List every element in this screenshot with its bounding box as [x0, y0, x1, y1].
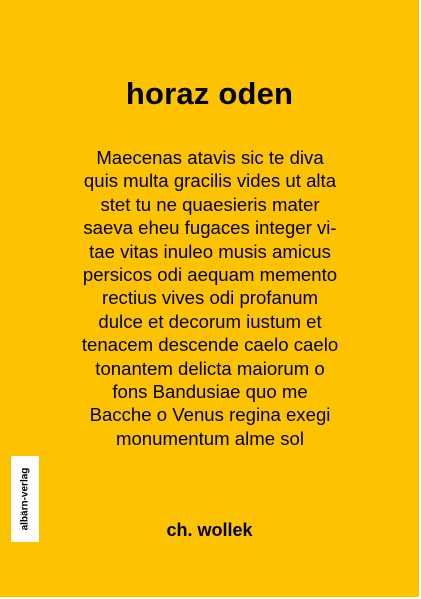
poem-line: stet tu ne quaesieris mater	[100, 193, 320, 215]
poem-line: persicos odi aequam memento	[82, 264, 338, 286]
poem-line: Bacche o Venus regina exegi	[89, 404, 331, 426]
publisher-name: albärn-verlag	[19, 467, 31, 531]
poem-line: rectius vives odi profanum	[102, 287, 318, 309]
poem-line: saeva eheu fugaces integer vi-	[83, 217, 337, 239]
author-name: ch. wollek	[166, 520, 253, 540]
poem-line: fons Bandusiae quo me	[112, 381, 308, 403]
book-title: horaz oden	[125, 76, 294, 111]
poem-line: tonantem delicta maiorum o	[95, 357, 325, 379]
poem-text	[40, 146, 380, 450]
poem-line: Maecenas atavis sic te diva	[96, 147, 324, 168]
publisher-logo	[11, 456, 39, 542]
poem-line: tae vitas inuleo musis amicus	[89, 240, 331, 262]
poem-line: tenacem descende caelo caelo	[81, 334, 339, 356]
poem-line: quis multa gracilis vides ut alta	[83, 170, 337, 192]
poem-line: monumentum alme sol	[115, 427, 305, 449]
poem-line: dulce et decorum iustum et	[98, 310, 322, 332]
